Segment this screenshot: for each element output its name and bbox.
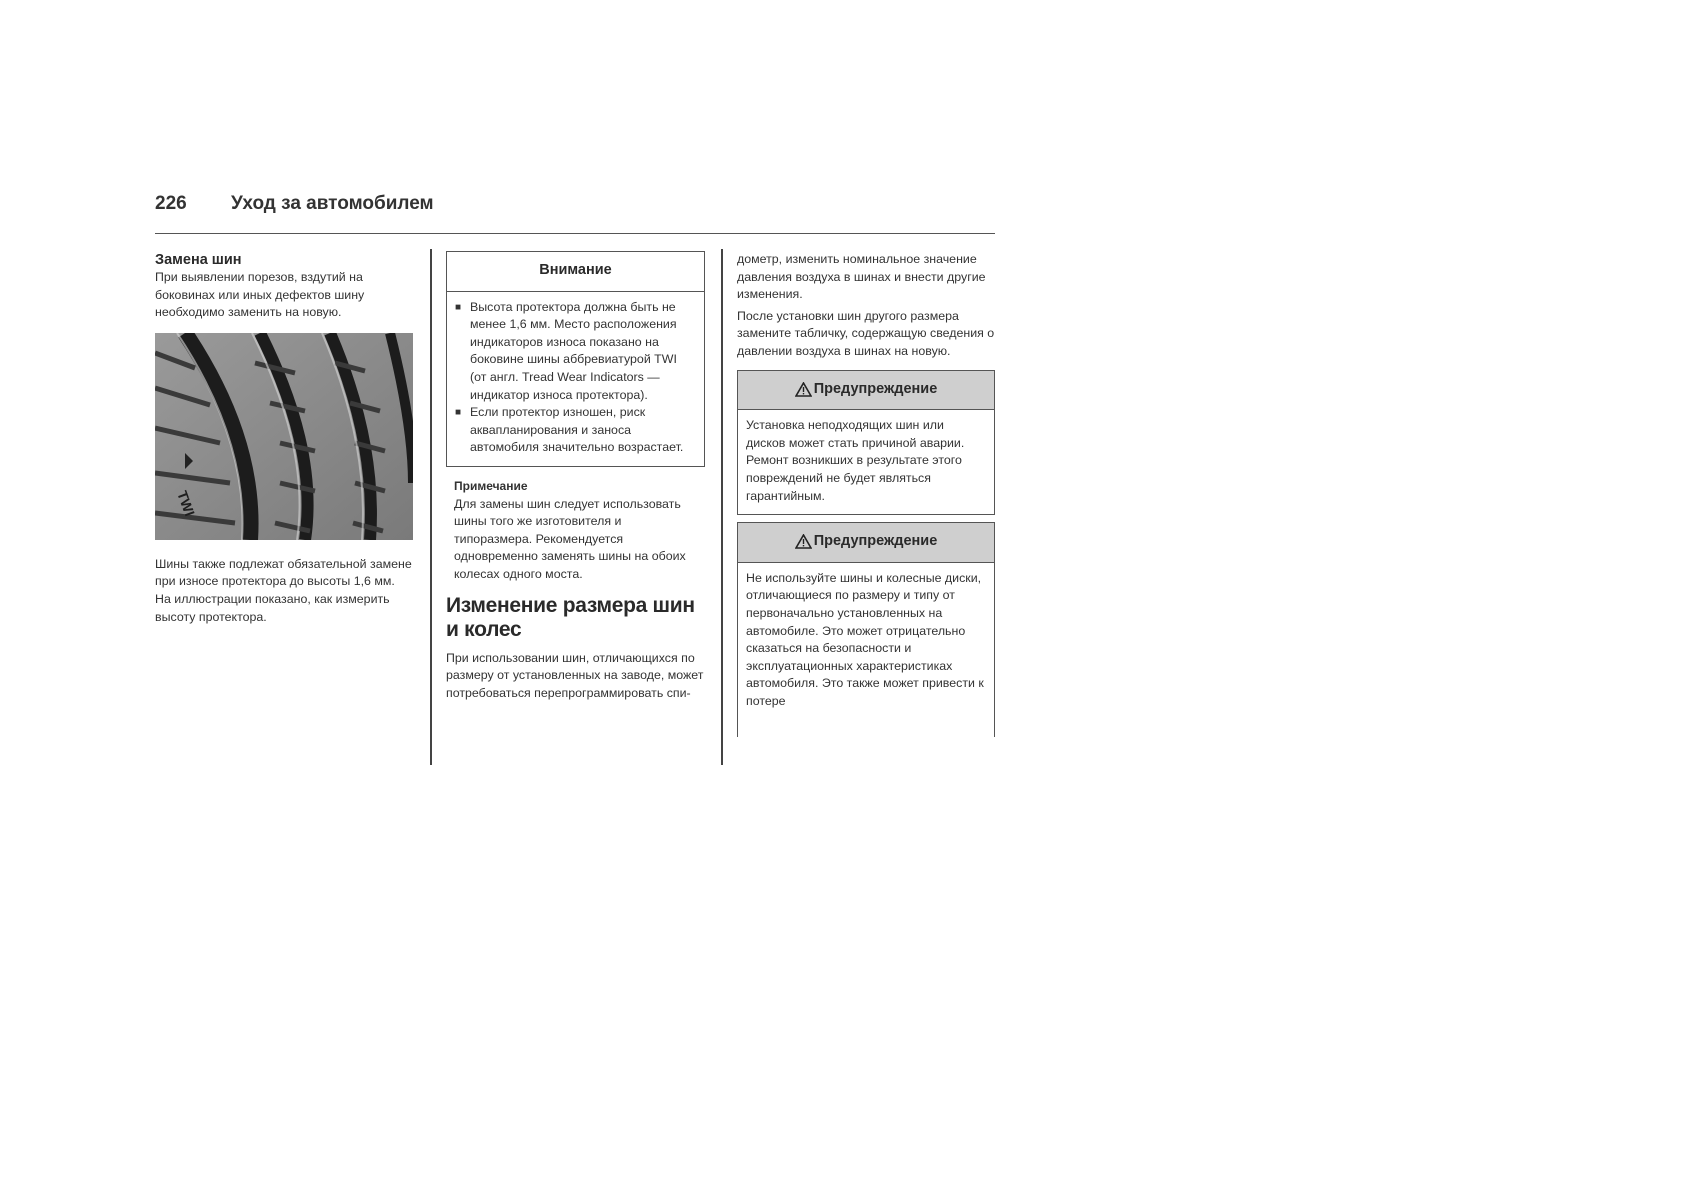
tread-depth-paragraph: Шины также подлежат обязательной замене при износе протектора до высоты 1,6 мм. На иллюстрации показано, как измерить высоту протектора. — [155, 556, 412, 624]
column-middle — [446, 251, 705, 702]
warning-triangle-icon — [795, 382, 812, 397]
page-number: 226 — [155, 193, 187, 214]
warning-box — [737, 522, 995, 737]
warning-triangle-icon — [795, 534, 812, 549]
label-replacement-paragraph: После установки шин другого размера замените табличку, содержащую сведения о давлении воздуха в шинах на новую. — [737, 308, 995, 358]
column-right — [737, 251, 995, 737]
attention-title: Внимание — [447, 252, 704, 292]
warning-header — [738, 523, 994, 563]
page-header-title: Уход за автомобилем — [231, 193, 434, 214]
header-divider — [155, 233, 995, 234]
warning-text: Установка неподходящих шин или дисков может стать причиной аварии. Ремонт возникших в результате этого повреждений не будет являться гарантийным. — [746, 418, 965, 503]
column-divider — [721, 249, 723, 765]
attention-bullet-item: ■ Высота протектора должна быть не менее 1,6 мм. Место расположения индикаторов износа показано на боковине шины аббревиатурой TWI (от англ. Tread Wear Indicators — индикатор износа протектора). — [455, 299, 696, 405]
intro-paragraph: При выявлении порезов, вздутий на боковинах или иных дефектов шину необходимо заменить на новую. — [155, 270, 365, 320]
section-heading-size-change: Изменение размера шин и колес — [446, 593, 695, 641]
attention-box — [446, 251, 705, 467]
attention-bullet-item: ■ Если протектор изношен, риск аквапланирования и заноса автомобиля значительно возрастает. — [455, 404, 696, 457]
column-divider — [430, 249, 432, 765]
note-title: Примечание — [454, 478, 528, 493]
note-block — [446, 478, 705, 584]
warning-title: Предупреждение — [813, 380, 938, 397]
tire-tread-photo — [155, 333, 413, 540]
bullet-icon: ■ — [455, 407, 462, 419]
warning-header — [738, 371, 994, 411]
warning-text: Не используйте шины и колесные диски, отличающиеся по размеру и типу от первоначально установленных на автомобиле. Это может отрицательно сказаться на безопасности и эксплуатационных характеристиках автомобиля. Это также может привести к потере — [746, 570, 984, 708]
continued-paragraph: дометр, изменить номинальное значение давления воздуха в шинах и внести другие изменения. — [737, 252, 986, 302]
note-text: Для замены шин следует использовать шины того же изготовителя и типоразмера. Рекомендуется одновременно заменять шины на обоих колесах одного моста. — [454, 496, 686, 581]
warning-title: Предупреждение — [813, 533, 938, 550]
section-heading-tire-replacement: Замена шин — [155, 252, 242, 268]
column-left — [155, 251, 413, 626]
warning-box — [737, 370, 995, 516]
size-change-paragraph: При использовании шин, отличающихся по размеру от установленных на заводе, может потребоваться перепрограммировать спи- — [446, 650, 704, 700]
bullet-icon: ■ — [455, 301, 462, 313]
twi-marker-label: TWI — [174, 488, 198, 518]
